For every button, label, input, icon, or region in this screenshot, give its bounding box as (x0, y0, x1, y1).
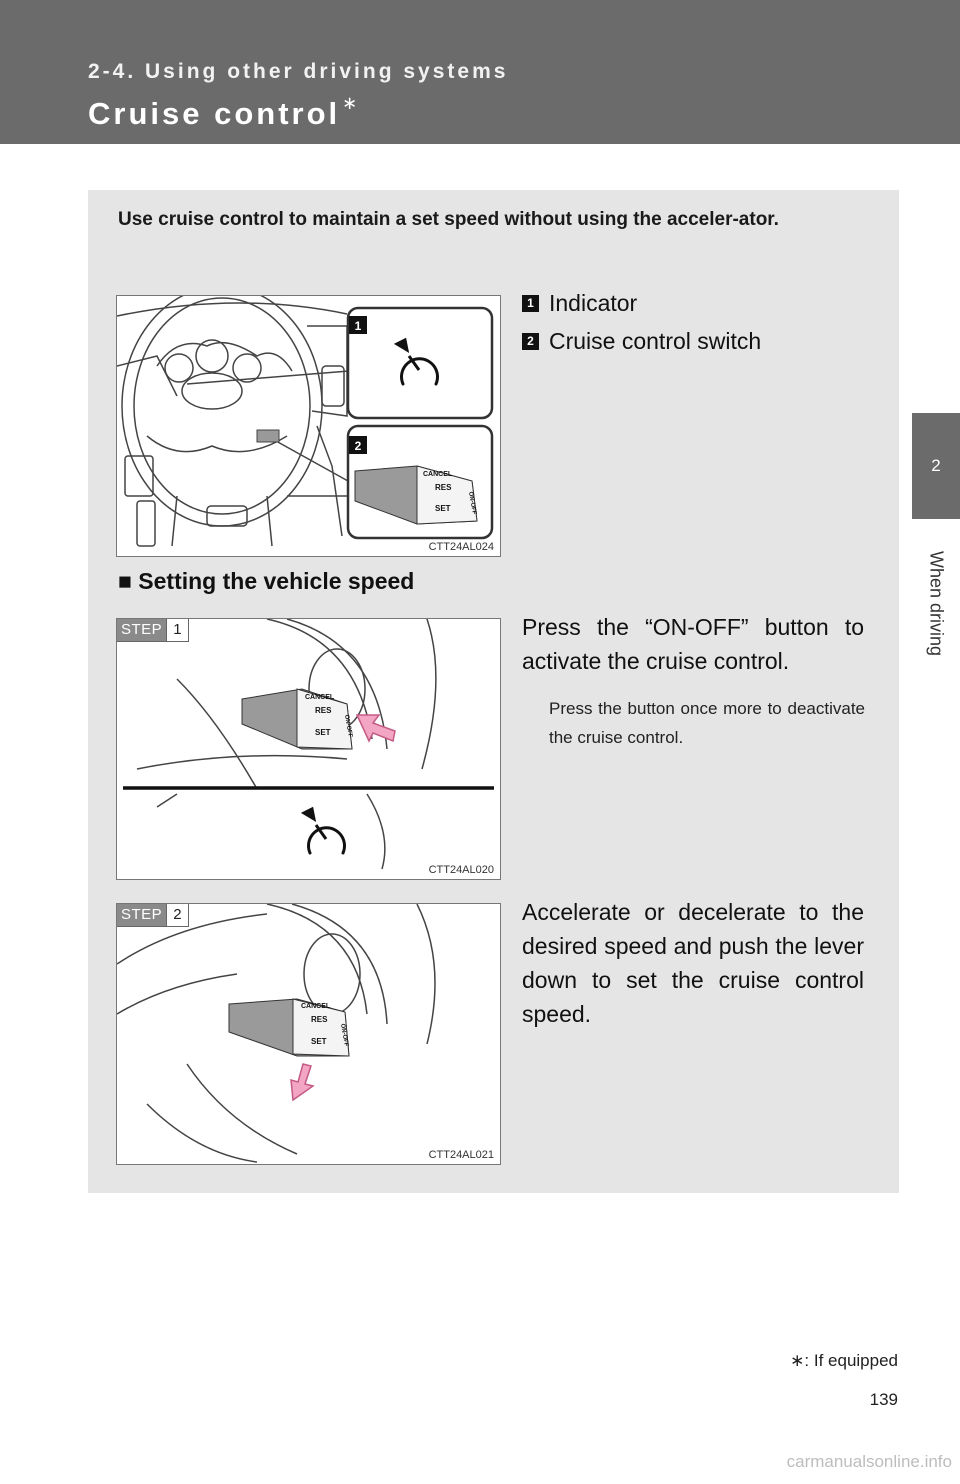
step-1-note: Press the button once more to deactivate the cruise control. (549, 699, 865, 747)
if-equipped-mark: ∗ (342, 92, 358, 113)
step-number: 2 (166, 904, 187, 926)
switch-cancel-label: CANCEL (423, 471, 453, 478)
callout-1-label: 1 (354, 319, 362, 333)
legend-item-indicator (522, 290, 637, 317)
intro-text: Use cruise control to maintain a set speed without using the acceler-ator. (118, 209, 779, 230)
legend-item-switch (522, 328, 761, 355)
page-title-text: Cruise control (88, 96, 341, 131)
switch-set-label: SET (315, 728, 331, 737)
step-2-badge (117, 904, 189, 927)
step-1-text: Press the “ON-OFF” button to activate the cruise control. (522, 614, 864, 674)
section-label: 2-4. Using other driving systems (88, 60, 509, 83)
figure-step-1 (116, 618, 501, 880)
switch-cancel-label: CANCEL (301, 1003, 331, 1010)
figure-dashboard (116, 295, 501, 557)
switch-res-label: RES (435, 483, 452, 492)
footnote: ∗: If equipped (790, 1351, 898, 1370)
switch-set-label: SET (311, 1037, 327, 1046)
step-2-text: Accelerate or decelerate to the desired speed and push the lever down to set the cruise control speed. (522, 899, 864, 1027)
step-word: STEP (117, 904, 166, 926)
step-arrow-icon (357, 715, 395, 741)
legend-label: Indicator (549, 290, 638, 316)
callout-2-label: 2 (354, 439, 362, 453)
step-2-illustration (117, 904, 500, 1164)
figure-code: CTT24AL021 (428, 1149, 494, 1161)
indicator-callout-box (348, 308, 492, 418)
switch-onoff-label: ON-OFF (467, 491, 477, 515)
switch-cancel-label: CANCEL (305, 694, 335, 701)
step-word: STEP (117, 619, 166, 641)
legend-number: 2 (522, 333, 539, 350)
figure-code: CTT24AL024 (428, 541, 494, 553)
step-1-illustration (117, 619, 500, 879)
page-title (88, 92, 358, 132)
switch-set-label: SET (435, 504, 451, 513)
switch-res-label: RES (315, 706, 332, 715)
chapter-label (912, 519, 960, 689)
chapter-tab[interactable]: 2 (912, 413, 960, 519)
step-number: 1 (166, 619, 187, 641)
legend-number: 1 (522, 295, 539, 312)
cruise-control-indicator-icon (304, 809, 345, 853)
page-number: 139 (869, 1390, 898, 1409)
dashboard-illustration (117, 296, 500, 556)
figure-step-2 (116, 903, 501, 1165)
figure-code: CTT24AL020 (428, 864, 494, 876)
page-header (0, 0, 960, 144)
chapter-label-text: When driving (926, 551, 947, 657)
legend-label: Cruise control switch (549, 328, 762, 354)
sub-heading: ■ Setting the vehicle speed (118, 568, 415, 594)
switch-onoff-label: ON-OFF (339, 1023, 349, 1047)
switch-onoff-label: ON-OFF (343, 714, 353, 738)
step-1-badge (117, 619, 189, 642)
switch-res-label: RES (311, 1015, 328, 1024)
watermark[interactable]: carmanualsonline.info (786, 1452, 952, 1471)
step-arrow-icon (291, 1064, 313, 1100)
